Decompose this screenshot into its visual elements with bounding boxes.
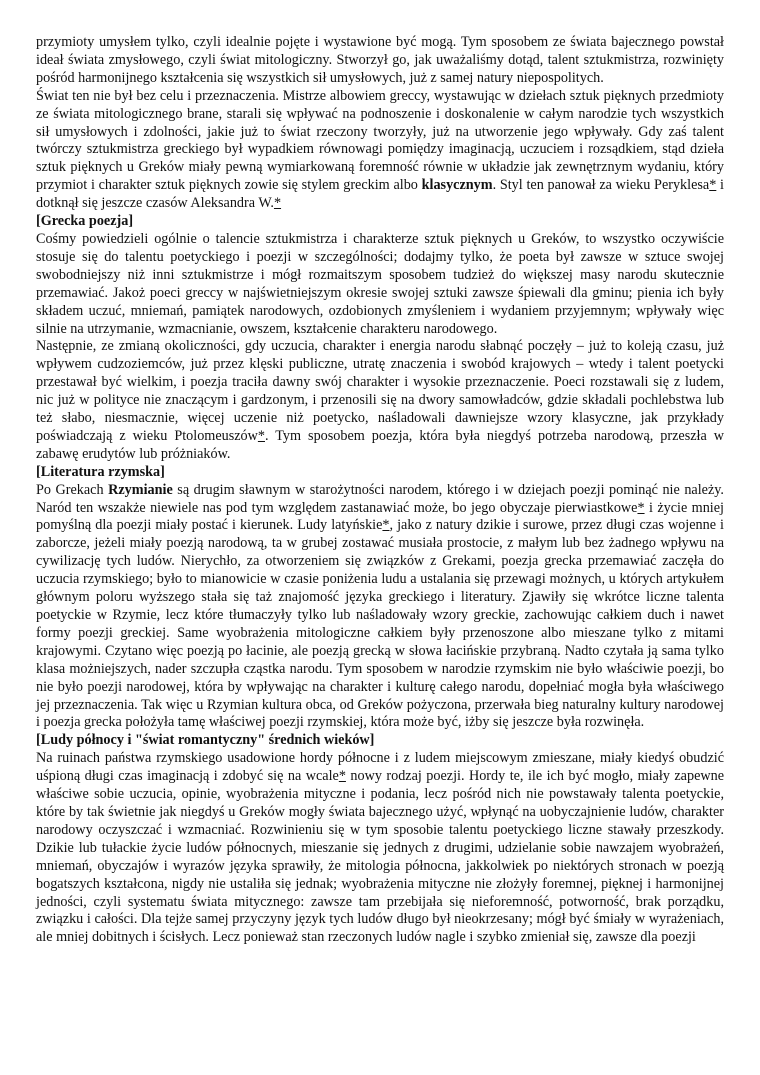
text-run: . Tym sposobem poezja, która była niegdyś potrzeba narodową, przeszła w zabawę erudytów lub próżniaków. <box>36 427 724 462</box>
footnote-link[interactable]: * <box>273 195 282 212</box>
paragraph <box>36 88 724 213</box>
text-run: , jako z natury dzikie i surowe, przez długi czas wojenne i zaborcze, jeżeli miały poezją narodową, ta w grubej zostawać musiała prostocie, z małym lub bez żadnego wpływu na cywilizację tych ludów. Nierychło, za otworzeniem się związków z Grekami, poezja grecka przemawiać zaczęła do uczucia rzymskiego; było to mianowicie w czasie poniżenia ludu a ustalania się przewagi możnych, u których artykułem głównym poloru wyższego stała się taż znajomość języka greckiego i literatury. Zjawiły się wkrótce liczne talenta poetyckie w Rzymie, lecz które tłumaczyły tylko lub naśladowały wzory greckie, zachowując całkiem duch i nawet formy poezji greckiej. Same wyobrażenia mitologiczne całkiem były przenoszone albo mieszane tylko z mitami krajowymi. Czytano więc poezją po łacinie, ale poezją grecką w słowa łacińskie przybraną. Nadto czytała ją sama tylko klasa możniejszych, nader szczupła cząstka narodu. Tym sposobem w narodzie rzymskim nie było właściwie poezji, bo nie było poezji narodowej, która by wpływając na charakter i kulturę całego narodu, dopełniać mogła była właściwego jej przeznaczenia. Tak więc u Rzymian kultura obca, od Greków pożyczona, przerwała bieg naturalny kultury narodowej i poezja grecka położyła tamę właściwej poezji rzymskiej, która może być, iżby się jeszcze była rozwinęła. <box>36 517 724 731</box>
text-run: . Styl ten panował za wieku Peryklesa <box>492 177 710 194</box>
bold-term: klasycznym <box>421 177 493 194</box>
text-run: nowy rodzaj poezji. Hordy te, ile ich być mogło, miały zapewne właściwe sobie uczucia, opinie, wyobrażenia mityczne i podania, lecz pośród nich nie powstawały talenta poetyckie, które by tak świetnie jak niegdyś u Greków mogły świata bajecznego użyć, wpłynąć na uobyczajnienie ludów, charakter narodowy oczyszczać i wzmacniać. Rozwinieniu się w tym sposobie talentu poetyckiego liczne stawały przeszkody. Dzikie lub tułackie życie ludów północnych, mieszanie się jednych z drugimi, udzielanie sobie nawzajem wyobrażeń, mniemań, obyczajów i wyrazów języka sprawiły, że mitologia północna, jakkolwiek po niektórych stronach w poezją bogatszych kształcona, nigdy nie ustaliła się jednak; wyobrażenia mityczne nie złożyły foremnej, pięknej i harmonijnej jedności, czyli systematu świata mitycznego: zawsze tam przebijała się nieforemność, potworność, brak porządku, związku i całości. Dla tejże samej przyczyny język tych ludów długo był nieokrzesany; mógł być śmiały w wyrażeniach, ale mniej dobitnych i ścisłych. Lecz ponieważ stan rzeczonych ludów nagle i szybko zmieniał się, zawsze dla poezji <box>36 768 725 946</box>
text-run: Świat ten nie był bez celu i przeznaczenia. Mistrze albowiem greccy, wystawując w dziełach sztuk pięknych przedmioty ze świata mitologicznego brane, starali się wpływać na podnoszenie i doskonalenie w całym narodzie tych wszystkich sił umysłowych i zdolności, jakie już to świat rzeczony tworzyły, już na utworzenie jego wpływały. Gdy zaś talent twórczy sztukmistrza greckiego był wypadkiem równowagi pomiędzy imaginacją, uczuciem i rozsądkiem, stąd dzieła sztuk pięknych u Greków miały pewną wymiarkowaną foremność równie w układzie jak zewnętrznym wydaniu, który przymiot i charakter sztuk pięknych zowie się stylem greckim albo <box>36 87 724 194</box>
footnote-link[interactable]: * <box>709 177 717 194</box>
footnote-link[interactable]: * <box>257 427 265 444</box>
paragraph <box>36 231 724 338</box>
section-heading: [Ludy północy i "świat romantyczny" średnich wieków] <box>36 732 375 749</box>
text-run: i życie mniej pomyślną dla poezji miały postać i kierunek. Ludy latyńskie <box>36 499 724 534</box>
paragraph <box>36 338 724 463</box>
text-run: i dotknął się jeszcze czasów Aleksandra W. <box>36 177 724 212</box>
text-run: Na ruinach państwa rzymskiego usadowione hordy północne i z ludem miejscowym zmieszane, miały kiedyś obudzić uśpioną długi czas imaginacją i zdobyć się na wcale <box>36 750 724 785</box>
footnote-link[interactable]: * <box>338 768 346 785</box>
footnote-link[interactable]: * <box>382 517 390 534</box>
footnote-link[interactable]: * <box>637 499 645 516</box>
section-heading: [Grecka poezja] <box>36 213 134 230</box>
text-run: są drugim sławnym w starożytności narodem, którego i w dziejach poezji pominąć nie należy. Naród ten wszakże niewiele nas pod tym względem zastanawiać może, bo jego obyczaje pierwiastkowe <box>36 481 724 516</box>
paragraph <box>36 34 724 88</box>
text-run: przymioty umysłem tylko, czyli idealnie pojęte i wystawione być mogą. Tym sposobem ze świata bajecznego powstał ideał świata zmysłowego, czyli świat mitologiczny. Stworzył go, jak uważaliśmy dotąd, talent sztukmistrza, rozwinięty pośród harmonijnego kształcenia się wszystkich sił umysłowych, już z samej natury niepospolitych. <box>36 34 724 86</box>
section-heading: [Literatura rzymska] <box>36 463 165 480</box>
paragraph <box>36 482 724 733</box>
text-run: Po Grekach <box>36 481 109 498</box>
text-run: Cośmy powiedzieli ogólnie o talencie sztukmistrza i charakterze sztuk pięknych u Greków, to wszystko oczywiście stosuje się do talentu poetyckiego i poezji w szczególności; dodajmy tylko, że poeta był zawsze w sztuce swojej swobodniejszy niż inni sztukmistrze i mógł rozmaitszym sposobem tudzież do większej masy narodu skutecznie przemawiać. Jakoż poeci greccy w najświetniejszym okresie swojej sztuki zawsze śpiewali dla gminu; pienia ich były składem uczuć, mniemań, pamiątek narodowych, ozdobionych zmyśleniem i wydaniem przyjemnym; wpływały więc silnie na utrzymanie, wzmacnianie, owszem, kształcenie charakteru narodowego. <box>36 230 724 337</box>
bold-term: Rzymianie <box>108 481 173 498</box>
text-run: Następnie, ze zmianą okoliczności, gdy uczucia, charakter i energia narodu słabnąć poczęły – już to koleją czasu, już wpływem cudzoziemców, już przez klęski publiczne, utratę znaczenia i swobód krajowych – wtedy i talent poetycki przestawał być wielkim, i poezja traciła dawny swój charakter i wysokie przeznaczenie. Poeci rozstawali się z ludem, nic już w polityce nie znaczącym i gardzonym, i przenosili się na dwory samowładców, gdzie składali pochlebstwa lub też słabo, niesmacznie, więcej uczenie niż poetycko, naśladowali dawniejsze wzory klasyczne, jak przykłady poświadczają z wieku Ptolomeuszów <box>36 338 724 444</box>
paragraph <box>36 750 724 947</box>
